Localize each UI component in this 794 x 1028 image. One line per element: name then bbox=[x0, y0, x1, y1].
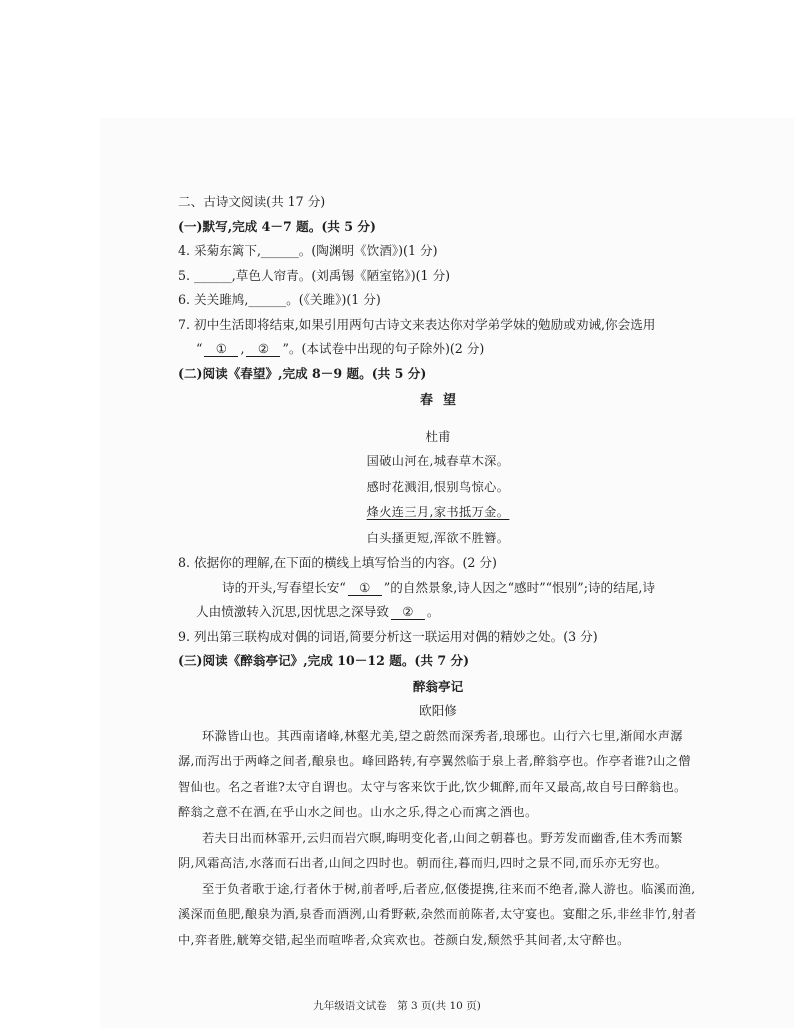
essay-paragraph: 环滁皆山也。其西南诸峰,林壑尤美,望之蔚然而深秀者,琅琊也。山行六七里,渐闻水声潺潺,而泻出于两峰之间者,酿泉也。峰回路转,有亭翼然临于泉上者,醉翁亭也。作亭者谁?山之僧智仙也。名之者谁?太守自谓也。太守与客来饮于此,饮少辄醉,而年又最高,故自号曰醉翁也。醉翁之意不在酒,在乎山水之间也。山水之乐,得之心而寓之酒也。 bbox=[178, 728, 691, 819]
q8-text-c: 人由愤激转入沉思,因忧思之深导致 bbox=[196, 604, 389, 619]
question-7-tail: ”。(本试卷中出现的句子除外)(2 分) bbox=[282, 341, 485, 356]
poem-title: 春望 bbox=[419, 393, 466, 408]
poem-line: 国破山河在,城春草木深。 bbox=[366, 454, 510, 468]
part3-heading: (三)阅读《醉翁亭记》,完成 10－12 题。(共 7 分) bbox=[178, 653, 470, 668]
page-footer: 九年级语文试卷 第 3 页(共 10 页) bbox=[313, 1000, 481, 1012]
question-7: 7. 初中生活即将结束,如果引用两句古诗文来表达你对学弟学妹的勉励或劝诫,你会选用 bbox=[178, 316, 656, 332]
question-8-line-2 bbox=[178, 576, 698, 601]
poem-line-underlined bbox=[178, 500, 698, 526]
part1-heading: (一)默写,完成 4－7 题。(共 5 分) bbox=[178, 218, 376, 234]
open-quote: “ bbox=[196, 341, 203, 356]
essay-paragraph: 若夫日出而林霏开,云归而岩穴暝,晦明变化者,山间之朝暮也。野芳发而幽香,佳木秀而繁阴,风霜高洁,水落而石出者,山间之四时也。朝而往,暮而归,四时之景不同,而乐亦无穷也。 bbox=[178, 830, 683, 870]
essay-author: 欧阳修 bbox=[419, 703, 457, 718]
section-title: 二、古诗文阅读(共 17 分) bbox=[178, 194, 326, 209]
comma: , bbox=[240, 341, 245, 356]
answer-blank-2[interactable]: ② bbox=[246, 342, 280, 357]
essay-title: 醉翁亭记 bbox=[412, 678, 464, 694]
question-5: 5. ______,草色人帘青。(刘禹锡《陋室铭》)(1 分) bbox=[178, 267, 451, 283]
poem-body bbox=[178, 449, 698, 551]
question-9: 9. 列出第三联构成对偶的词语,简要分析这一联运用对偶的精妙之处。(3 分) bbox=[178, 628, 598, 644]
underlined-text: 烽火连三月,家书抵万金。 bbox=[366, 505, 510, 519]
part2-heading: (二)阅读《春望》,完成 8－9 题。(共 5 分) bbox=[178, 365, 427, 381]
q8-text-b: ”的自然景象,诗人因之“感时”“恨别”;诗的结尾,诗 bbox=[383, 579, 655, 595]
poem-line: 感时花溅泪,恨别鸟惊心。 bbox=[366, 479, 510, 494]
q8-text-a: 诗的开头,写春望长安“ bbox=[222, 579, 346, 595]
exam-page-content bbox=[178, 190, 698, 953]
answer-blank-1[interactable]: ① bbox=[348, 581, 382, 596]
question-7-blanks bbox=[178, 337, 698, 362]
question-6: 6. 关关雎鸠,______。(《关雎》)(1 分) bbox=[178, 292, 381, 307]
poem-line: 白头搔更短,浑欲不胜簪。 bbox=[366, 530, 510, 545]
answer-blank-1[interactable]: ① bbox=[204, 342, 238, 357]
q8-text-d: 。 bbox=[426, 604, 440, 619]
poem-author: 杜甫 bbox=[425, 429, 451, 444]
essay-paragraph: 至于负者歌于途,行者休于树,前者呼,后者应,伛偻提携,往来而不绝者,滁人游也。临溪而渔,溪深而鱼肥,酿泉为酒,泉香而酒洌,山肴野蔌,杂然而前陈者,太守宴也。宴酣之乐,非丝非竹,射者中,弈者胜,觥筹交错,起坐而喧哗者,众宾欢也。苍颜白发,颓然乎其间者,太守醉也。 bbox=[178, 881, 697, 947]
essay-body bbox=[178, 724, 698, 954]
question-8-line-3 bbox=[178, 600, 698, 625]
answer-blank-2[interactable]: ② bbox=[391, 605, 425, 620]
question-8: 8. 依据你的理解,在下面的横线上填写恰当的内容。(2 分) bbox=[178, 555, 497, 570]
question-4: 4. 采菊东篱下,______。(陶渊明《饮酒》)(1 分) bbox=[178, 243, 438, 258]
